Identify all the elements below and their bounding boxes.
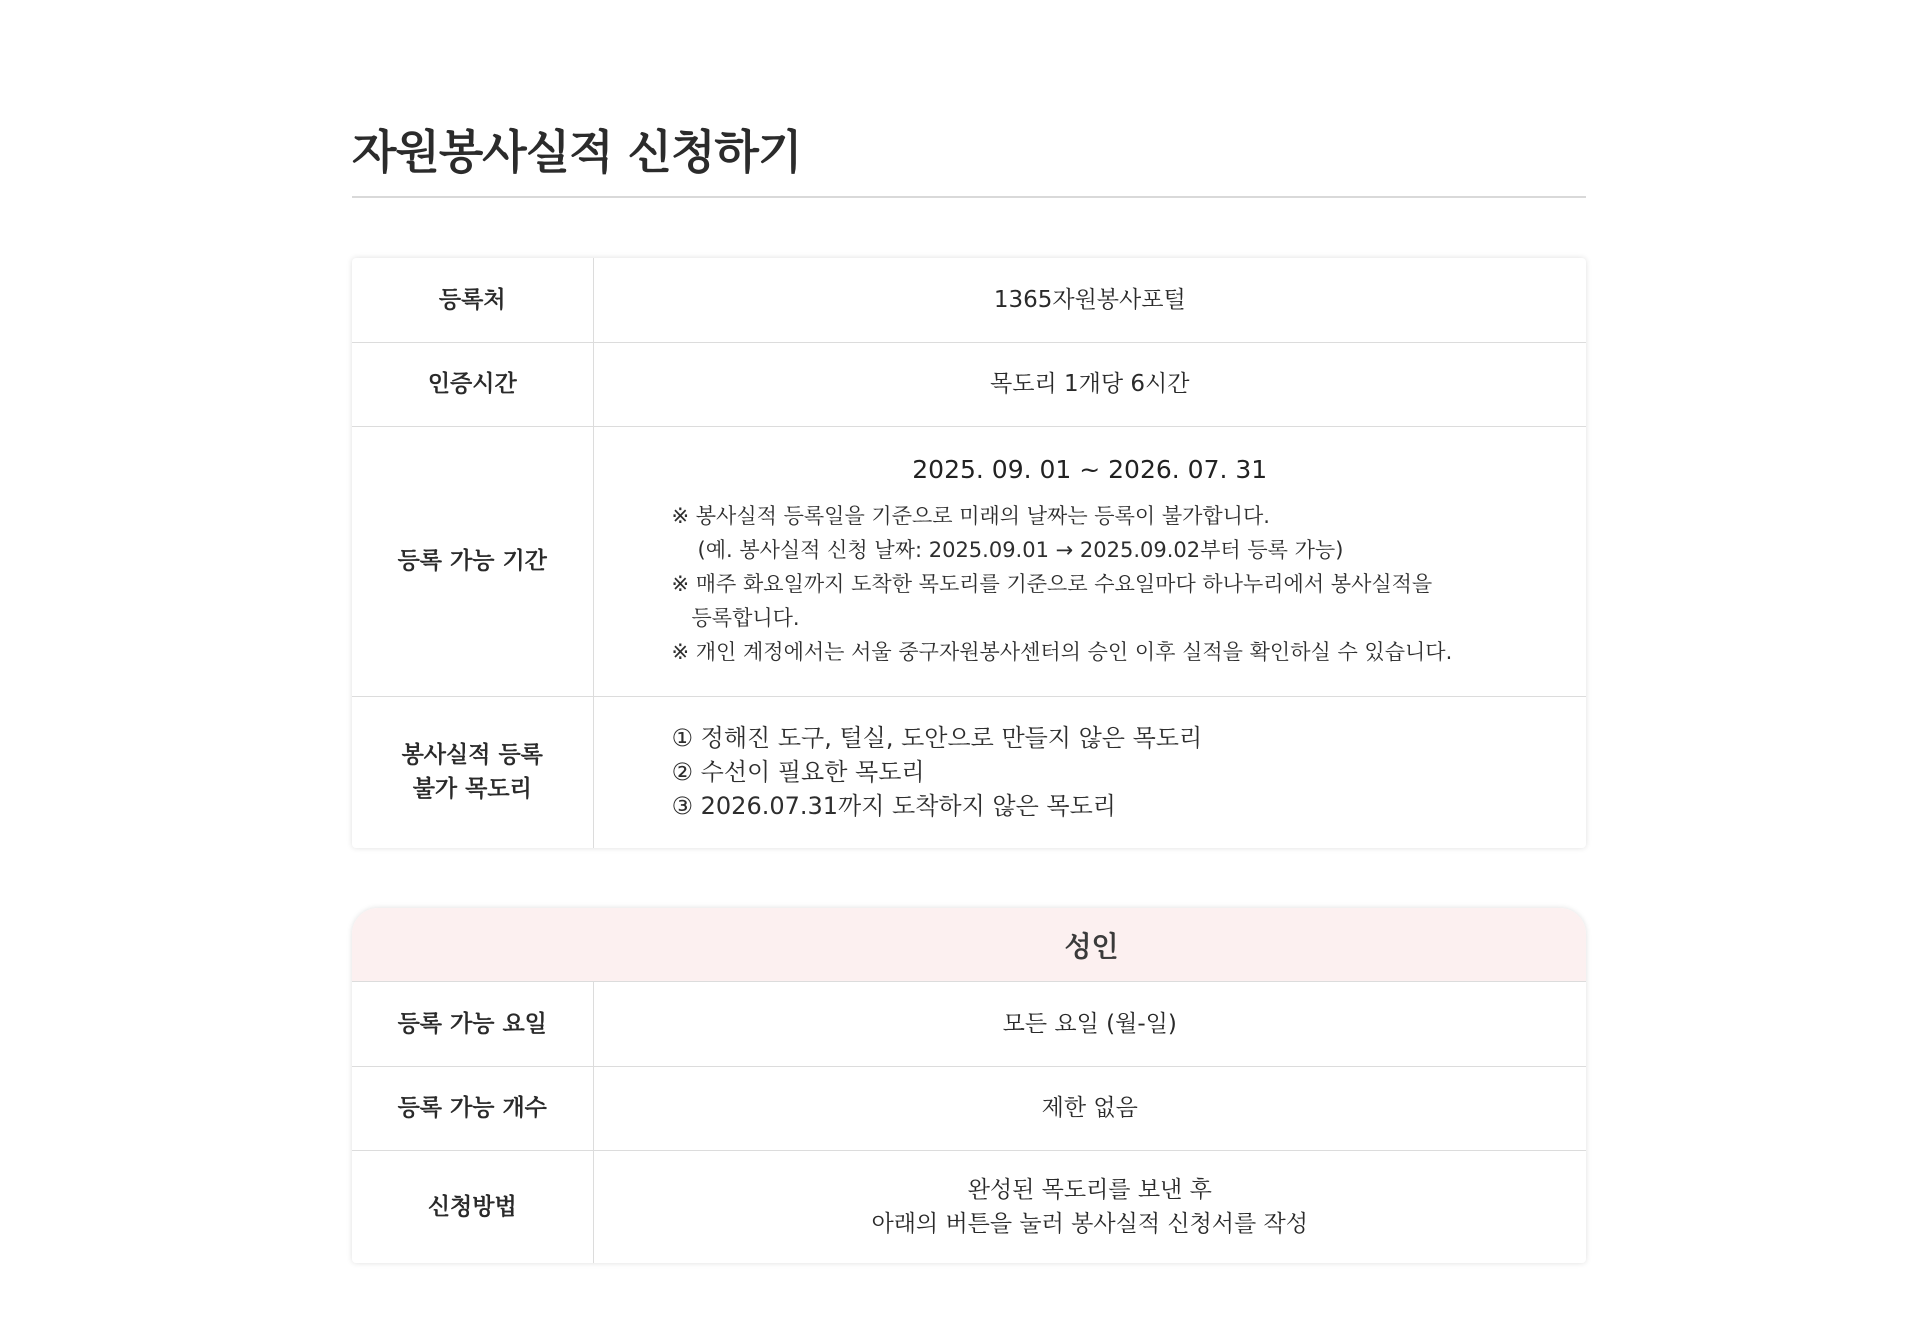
period-label: 등록 가능 기간 [352,426,593,696]
method-line: 완성된 목도리를 보낸 후 [967,1176,1212,1203]
excluded-item: ② 수선이 필요한 목도리 [671,758,925,787]
days-row [352,982,1586,1066]
excluded-row [352,696,1586,848]
days-value: 모든 요일 (월-일) [593,982,1586,1066]
registry-value: 1365자원봉사포털 [593,258,1586,342]
excluded-label-line: 봉사실적 등록 [401,742,543,769]
count-row [352,1066,1586,1150]
excluded-cell [593,696,1586,848]
method-row [352,1150,1586,1263]
registry-label: 등록처 [352,258,593,342]
period-notes [594,499,1587,669]
page-container [352,0,1586,1263]
excluded-label-line: 불가 목도리 [412,776,532,803]
adult-header: 성인 [352,908,1586,982]
excluded-item: ③ 2026.07.31까지 도착하지 않은 목도리 [671,792,1116,821]
hours-row [352,342,1586,426]
page-title: 자원봉사실적 신청하기 [352,125,802,179]
count-label: 등록 가능 개수 [352,1066,593,1150]
method-line: 아래의 버튼을 눌러 봉사실적 신청서를 작성 [871,1210,1308,1237]
method-label: 신청방법 [352,1150,593,1263]
title-divider [352,196,1586,198]
period-value: 2025. 09. 01 ~ 2026. 07. 31 [912,455,1268,484]
excluded-label [352,696,593,848]
adult-table [352,908,1586,1263]
info-table [352,258,1586,848]
period-row [352,426,1586,696]
period-note-example: (예. 봉사실적 신청 날짜: 2025.09.01 → 2025.09.02부터 등록 가능) [697,538,1344,562]
period-note-continued: 등록합니다. [691,606,800,630]
period-note: ※ 매주 화요일까지 도착한 목도리를 기준으로 수요일마다 하나누리에서 봉사실적을 [671,572,1433,596]
period-cell [593,426,1586,696]
method-value [593,1150,1586,1263]
hours-label: 인증시간 [352,342,593,426]
excluded-list [594,721,1587,823]
days-label: 등록 가능 요일 [352,982,593,1066]
excluded-item: ① 정해진 도구, 털실, 도안으로 만들지 않은 목도리 [671,724,1203,753]
hours-value: 목도리 1개당 6시간 [593,342,1586,426]
count-value: 제한 없음 [593,1066,1586,1150]
adult-details [352,982,1586,1263]
registry-row [352,258,1586,342]
period-note: ※ 개인 계정에서는 서울 중구자원봉사센터의 승인 이후 실적을 확인하실 수 있습니다. [671,640,1453,664]
period-note: ※ 봉사실적 등록일을 기준으로 미래의 날짜는 등록이 불가합니다. [671,504,1270,528]
